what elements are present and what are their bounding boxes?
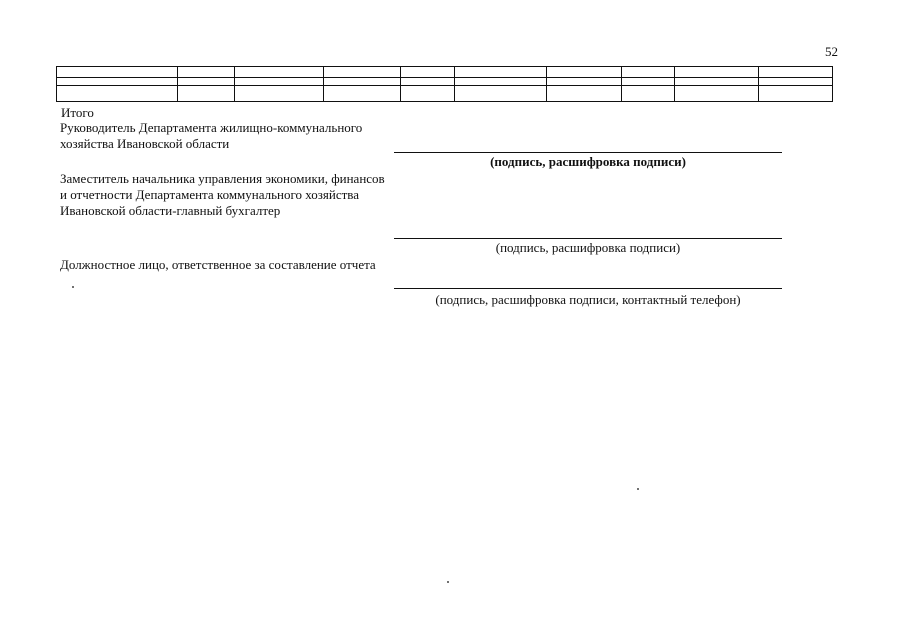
table-row — [57, 85, 832, 120]
total-label: Итого — [61, 105, 94, 120]
table-column-divider — [546, 67, 547, 101]
table-column-divider — [621, 67, 622, 101]
scan-speck — [447, 581, 449, 583]
summary-table — [56, 66, 833, 120]
table-column-divider — [177, 67, 178, 101]
signature-line — [394, 288, 782, 289]
signature-line — [394, 238, 782, 239]
scan-speck — [637, 488, 639, 490]
scan-speck — [72, 286, 74, 288]
page-number: 52 — [825, 44, 838, 59]
signature-caption: (подпись, расшифровка подписи) — [495, 240, 681, 255]
table-column-divider — [234, 67, 235, 101]
head-of-department-label: Руководитель Департамента жилищно-коммунального хозяйства Ивановской области — [60, 120, 363, 151]
signature-caption: (подпись, расшифровка подписи, контактный телефон) — [435, 292, 741, 307]
table-column-divider — [454, 67, 455, 101]
table-column-divider — [674, 67, 675, 101]
table-column-divider — [758, 67, 759, 101]
table-column-divider — [323, 67, 324, 101]
signature-caption: (подпись, расшифровка подписи) — [490, 154, 686, 169]
signature-line — [394, 152, 782, 153]
table-column-divider — [400, 67, 401, 101]
chief-accountant-label: Заместитель начальника управления экономики, финансов и отчетности Департамента коммунального хозяйства Ивановской области-главный бухгалтер — [60, 171, 385, 218]
responsible-person-label: Должностное лицо, ответственное за составление отчета — [60, 257, 376, 272]
